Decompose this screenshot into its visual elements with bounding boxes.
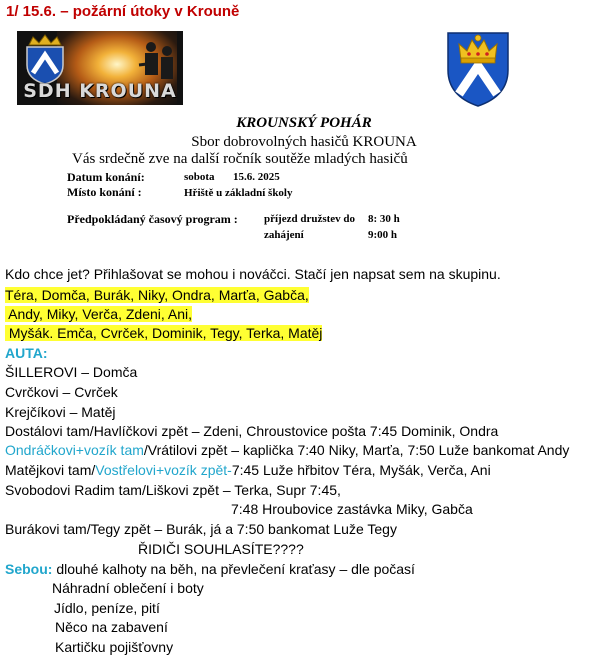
krouna-crest-icon <box>445 30 511 108</box>
names-highlight: Myšák. Emča, Cvrček, Dominik, Tegy, Terka, Matěj <box>5 325 323 341</box>
sebou-item: dlouhé kalhoty na běh, na převlečení kraťasy – dle počasí <box>52 561 415 577</box>
car-line: Krejčíkovi – Matěj <box>5 404 116 420</box>
date-value: 15.6. 2025 <box>233 171 280 183</box>
intro-text: Kdo chce jet? Přihlašovat se mohou i nováčci. Stačí jen napsat sem na skupinu. <box>5 266 501 282</box>
page-heading: 1/ 15.6. – požární útoky v Krouně <box>6 3 240 20</box>
car-line: Cvrčkovi – Cvrček <box>5 384 118 400</box>
names-line-3 <box>5 324 322 343</box>
sebou-item: Kartičku pojišťovny <box>55 639 174 655</box>
names-line-2 <box>5 305 192 324</box>
car-line: Svobodovi Radim tam/Liškovi zpět – Terka, Supr 7:45, <box>5 482 341 498</box>
start-time: 9:00 h <box>368 229 398 241</box>
car-line: Dostálovi tam/Havlíčkovi zpět – Zdeni, Chroustovice pošta 7:45 Dominik, Ondra <box>5 423 499 439</box>
names-line-1 <box>5 286 309 305</box>
sebou-label: Sebou: <box>5 561 53 577</box>
invitation-org: Sbor dobrovolných hasičů KROUNA <box>191 134 417 150</box>
car-owner-cyan: Ondráčkovi+vozík tam <box>5 442 144 458</box>
logo-text: SDH KROUNA <box>23 80 177 102</box>
car-line: Burákovi tam/Tegy zpět – Burák, já a 7:50 bankomat Luže Tegy <box>5 521 397 537</box>
sdh-krouna-logo <box>17 31 183 105</box>
names-highlight: Téra, Domča, Burák, Niky, Ondra, Marťa, Gabča, <box>5 287 309 303</box>
start-label: zahájení <box>264 229 304 241</box>
car-route: /Vrátilovi zpět – kaplička 7:40 Niky, Marťa, 7:50 Luže bankomat Andy <box>143 442 570 458</box>
shield-icon <box>23 33 67 85</box>
sebou-item: Něco na zabavení <box>55 619 168 635</box>
sebou-item: Náhradní oblečení i boty <box>52 580 204 596</box>
place-label: Místo konání : <box>67 185 142 199</box>
invitation-text: Vás srdečně zve na další ročník soutěže mladých hasičů <box>72 151 408 167</box>
date-label: Datum konání: <box>67 170 145 184</box>
car-line <box>5 441 569 460</box>
car-line <box>5 461 491 480</box>
car-line: ŠILLEROVI – Domča <box>5 364 138 380</box>
invitation-title: KROUNSKÝ POHÁR <box>236 115 372 131</box>
auta-label: AUTA: <box>5 345 48 361</box>
program-label: Předpokládaný časový program : <box>67 212 238 226</box>
arrival-label: příjezd družstev do <box>264 213 356 225</box>
firefighters-icon <box>137 39 177 85</box>
car-route: 7:45 Luže hřbitov Téra, Myšák, Verča, Ani <box>231 462 491 478</box>
car-line: 7:48 Hroubovice zastávka Miky, Gabča <box>231 501 473 517</box>
sebou-line <box>5 560 415 579</box>
sebou-item: Jídlo, peníze, pití <box>54 600 160 616</box>
date-day: sobota <box>184 171 215 183</box>
car-owner-cyan: Vostřelovi+vozík zpět- <box>95 462 232 478</box>
car-owner: Matějkovi tam/ <box>5 462 96 478</box>
drivers-question: ŘIDIČI SOUHLASÍTE???? <box>138 541 304 557</box>
arrival-time: 8: 30 h <box>368 213 400 225</box>
names-highlight: Andy, Miky, Verča, Zdeni, Ani, <box>5 306 193 322</box>
place-value: Hřiště u základní školy <box>184 187 293 199</box>
